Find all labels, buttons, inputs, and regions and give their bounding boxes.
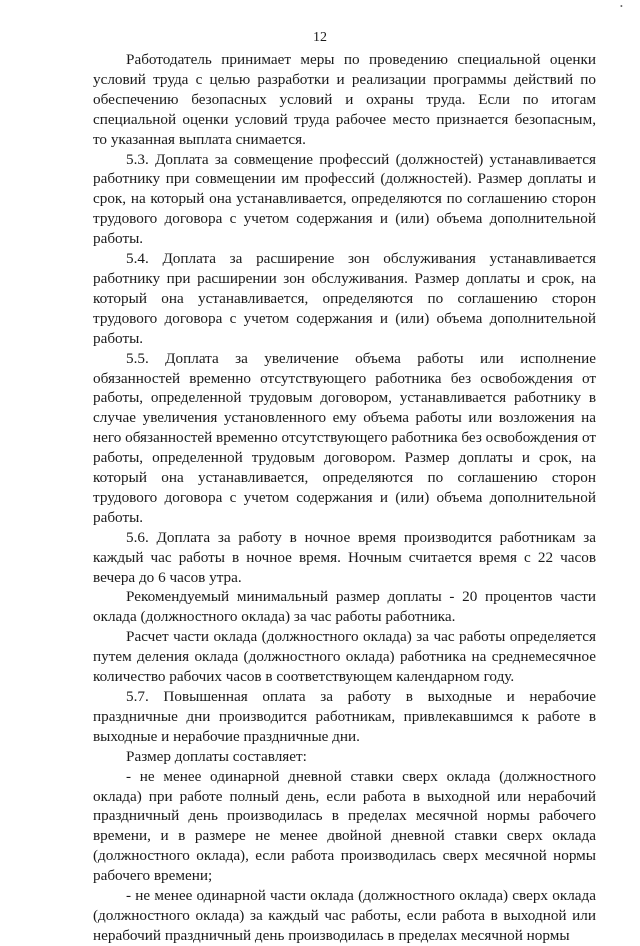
paragraph: - не менее одинарной дневной ставки сверх оклада (должностного оклада) при работе полный день, если работа в выходной или нерабочий праздничный день производилась в пределах месячной нормы рабочего времени, и в размере не менее двойной дневной ставки сверх оклада (должностного оклада), если работа производилась сверх месячной нормы рабочего времени; — [93, 767, 596, 885]
corner-mark: • — [620, 2, 623, 11]
paragraph: Работодатель принимает меры по проведению специальной оценки условий труда с целью разработки и реализации программы действий по обеспечению безопасных условий и охраны труда. Если по итогам специальной оценки условий труда рабочее место признается безопасным, то указанная выплата снимается. — [93, 51, 596, 148]
paragraph: 5.3. Доплата за совмещение профессий (должностей) устанавливается работнику при совмещении им профессий (должностей). Размер доплаты и срок, на который она устанавливается, определяются по соглашению сторон трудового договора с учетом содержания и (или) объема дополнительной работы. — [93, 150, 596, 248]
paragraph: Рекомендуемый минимальный размер доплаты - 20 процентов части оклада (должностного оклада) за час работы работника. — [93, 588, 596, 626]
paragraph: 5.7. Повышенная оплата за работу в выходные и нерабочие праздничные дни производится работникам, привлекавшимся к работе в выходные и нерабочие праздничные дни. — [93, 688, 596, 745]
paragraph: - не менее одинарной части оклада (должностного оклада) сверх оклада (должностного оклада) за каждый час работы, если работа в выходной или нерабочий праздничный день производилась в пределах месячной нормы — [93, 887, 596, 944]
document-body — [93, 50, 596, 946]
paragraph: Размер доплаты составляет: — [126, 747, 307, 765]
paragraph: 5.5. Доплата за увеличение объема работы или исполнение обязанностей временно отсутствующего работника без освобождения от работы, определенной трудовым договором, устанавливается работнику в случае увеличения установленного ему объема работы или возложения на него обязанностей временно отсутствующего работника без освобождения от работы, определенной трудовым договором. Размер доплаты и срок, на который она устанавливается, определяются по соглашению сторон трудового договора с учетом содержания и (или) объема дополнительной работы. — [93, 349, 597, 526]
paragraph: Расчет части оклада (должностного оклада) за час работы определяется путем деления оклада (должностного оклада) работника на среднемесячное количество рабочих часов в соответствующем календарном году. — [93, 628, 596, 686]
paragraph: 5.4. Доплата за расширение зон обслуживания устанавливается работнику при расширении зон обслуживания. Размер доплаты и срок, на который она устанавливается, определяются по соглашению сторон трудового договора с учетом содержания и (или) объема дополнительной работы. — [93, 250, 596, 347]
paragraph: 5.6. Доплата за работу в ночное время производится работникам за каждый час работы в ночное время. Ночным считается время с 22 часов вечера до 6 часов утра. — [93, 528, 596, 586]
page-number: 12 — [313, 30, 327, 45]
